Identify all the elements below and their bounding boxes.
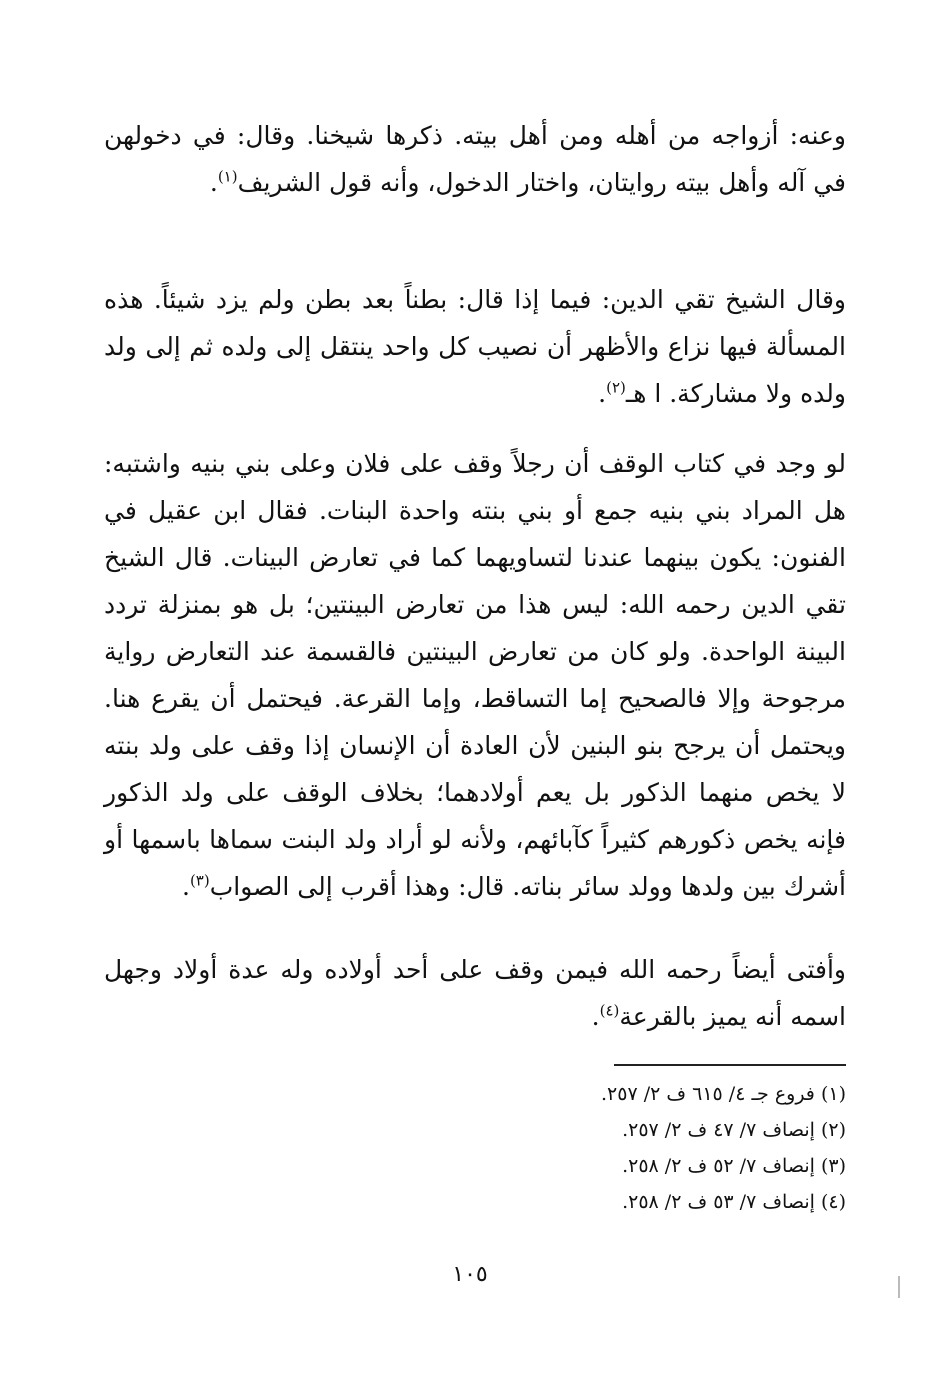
paragraph-3-tail: . (181, 872, 190, 901)
paragraph-3-text: لو وجد في كتاب الوقف أن رجلاً وقف على فلان وعلى بني بنيه واشتبه: هل المراد بني بنيه جمع أو بني بنته واحدة البنات. فقال ابن عقيل في الفنون: يكون بينهما عندنا لتساويهما كما في تعارض البينات. قال الشيخ تقي الدين رحمه الله: ليس هذا من تعارض البينتين؛ بل هو بمنزلة تردد البينة الواحدة. ولو كان من تعارض البينتين فالقسمة عند التعارض رواية مرجوحة وإلا فالصحيح إما التساقط، وإما القرعة. فيحتمل أن يقرع هنا. ويحتمل أن يرجح بنو البنين لأن العادة أن الإنسان إذا وقف على ولد بنته لا يخص منهما الذكور بل يعم أولادهما؛ بخلاف الوقف على ولد الذكور فإنه يخص ذكورهم كثيراً كآبائهم، ولأنه لو أراد ولد البنت سماها باسمها أو أشرك بين ولدها وولد سائر بناته. قال: وهذا أقرب إلى الصواب (104, 449, 846, 901)
footnotes (400, 1076, 846, 1220)
paragraph-2-tail: . (598, 379, 607, 408)
paragraph-1-tail: . (209, 168, 218, 197)
paragraph-1 (104, 112, 846, 206)
paragraph-3 (104, 440, 846, 910)
paragraph-4-text: وأفتى أيضاً رحمه الله فيمن وقف على أحد أولاده وله عدة أولاد وجهل اسمه أنه يميز بالقرعة (104, 955, 846, 1031)
paragraph-4 (104, 946, 846, 1040)
page-number: ١٠٥ (452, 1262, 488, 1287)
note-marker-3: (٣) (189, 871, 210, 890)
footnote-2 (400, 1112, 846, 1148)
footnote-number: (٣) (820, 1155, 846, 1177)
footnote-1 (400, 1076, 846, 1112)
footnote-4 (400, 1184, 846, 1220)
footnote-separator (614, 1064, 846, 1066)
note-marker-2: (٢) (606, 378, 626, 397)
paragraph-2-text: وقال الشيخ تقي الدين: فيما إذا قال: بطناً بعد بطن ولم يزد شيئاً. هذه المسألة فيها نزاع والأظهر أن نصيب كل واحد ينتقل إلى ولده ثم إلى ولد ولده ولا مشاركة. ا هـ (104, 285, 846, 408)
footnote-text: إنصاف ٧/ ٥٣ ف ٢/ ٢٥٨. (622, 1191, 815, 1213)
paragraph-1-text: وعنه: أزواجه من أهله ومن أهل بيته. ذكرها شيخنا. وقال: في دخولهن في آله وأهل بيته روايتان، واختار الدخول، وأنه قول الشريف (104, 121, 846, 197)
footnote-3 (400, 1148, 846, 1184)
footnote-number: (٤) (820, 1191, 846, 1213)
footnote-text: إنصاف ٧/ ٤٧ ف ٢/ ٢٥٧. (622, 1119, 815, 1141)
scan-edge-mark (898, 1276, 900, 1298)
paragraph-4-tail: . (591, 1002, 600, 1031)
footnote-text: فروع جـ ٤/ ٦١٥ ف ٢/ ٢٥٧. (601, 1083, 815, 1105)
footnote-number: (٢) (820, 1119, 846, 1141)
paragraph-2 (104, 276, 846, 417)
footnote-number: (١) (820, 1083, 846, 1105)
footnote-text: إنصاف ٧/ ٥٢ ف ٢/ ٢٥٨. (622, 1155, 815, 1177)
note-marker-1: (١) (217, 167, 238, 186)
note-marker-4: (٤) (599, 1001, 620, 1020)
